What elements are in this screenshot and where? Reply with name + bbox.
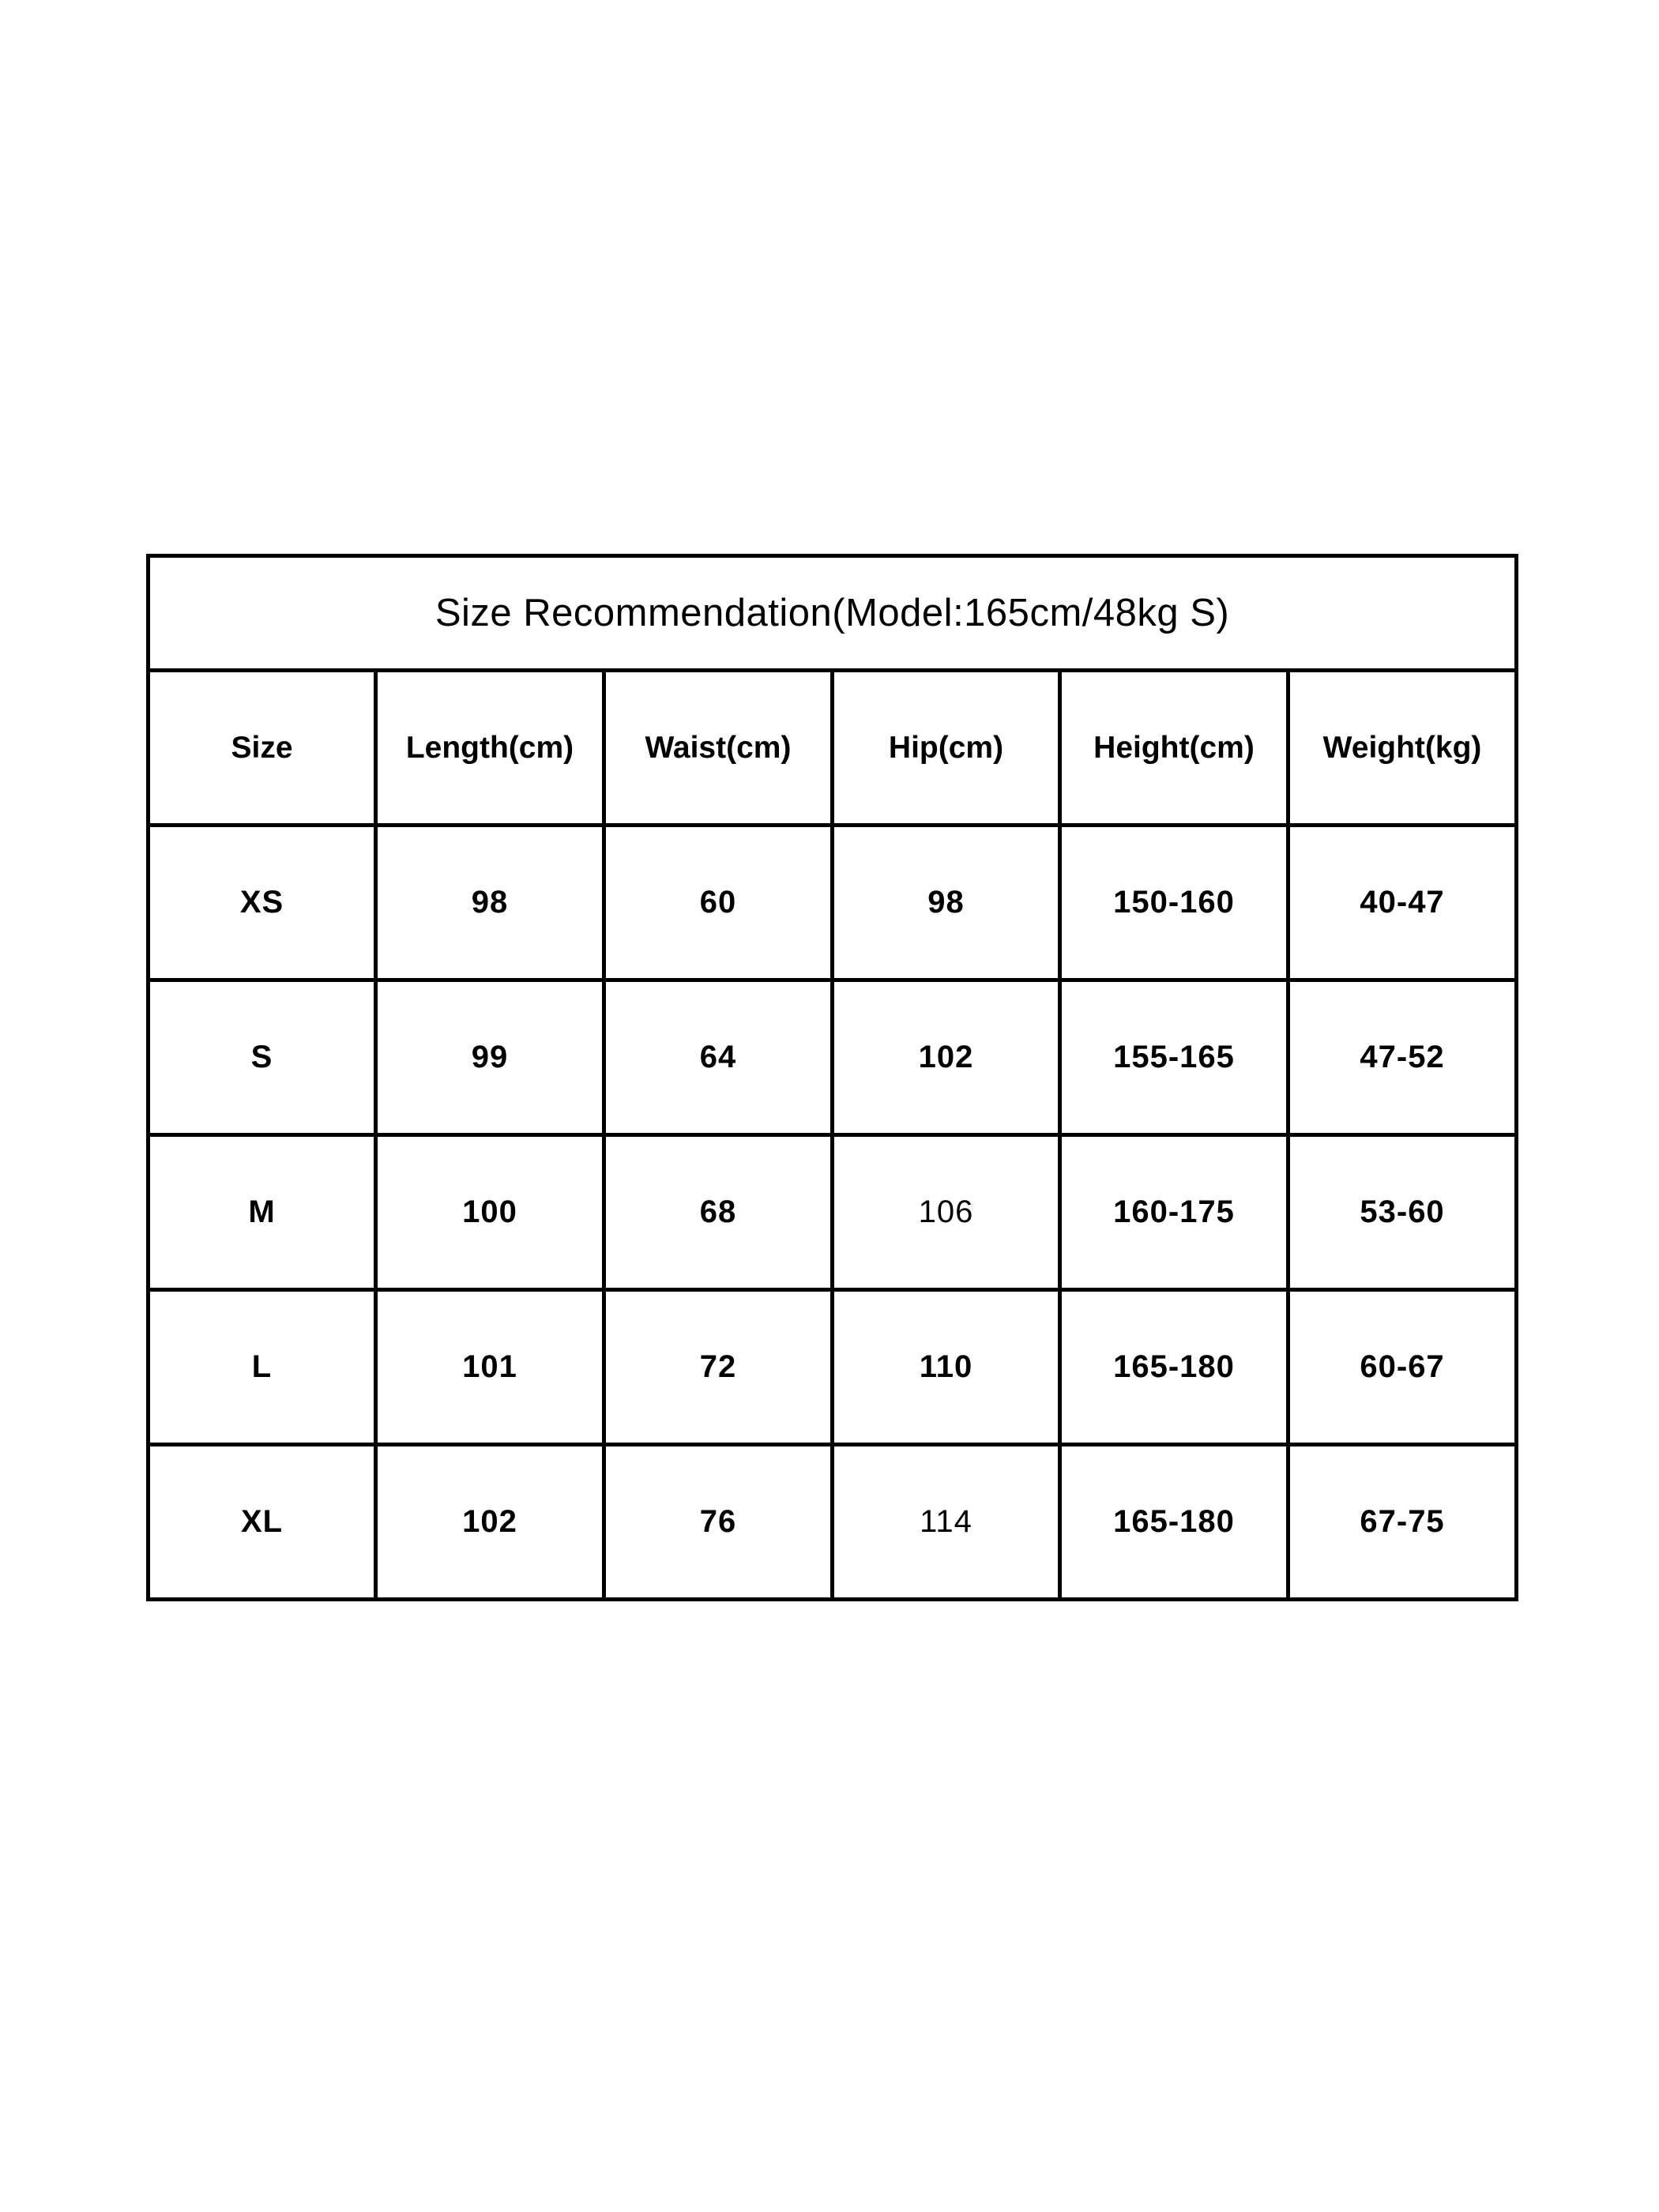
cell-waist: 68 bbox=[604, 1135, 833, 1290]
size-recommendation-table bbox=[146, 554, 1518, 1601]
cell-waist: 72 bbox=[604, 1290, 833, 1445]
cell-weight: 60-67 bbox=[1288, 1290, 1517, 1445]
header-hip: Hip(cm) bbox=[833, 671, 1060, 826]
header-height: Height(cm) bbox=[1060, 671, 1288, 826]
header-length: Length(cm) bbox=[376, 671, 604, 826]
table-title: Size Recommendation(Model:165cm/48kg S) bbox=[149, 556, 1517, 671]
cell-length: 102 bbox=[376, 1445, 604, 1600]
cell-height: 165-180 bbox=[1060, 1290, 1288, 1445]
cell-height: 155-165 bbox=[1060, 980, 1288, 1135]
header-weight: Weight(kg) bbox=[1288, 671, 1517, 826]
cell-length: 99 bbox=[376, 980, 604, 1135]
cell-weight: 40-47 bbox=[1288, 826, 1517, 980]
cell-height: 165-180 bbox=[1060, 1445, 1288, 1600]
cell-weight: 67-75 bbox=[1288, 1445, 1517, 1600]
table-header-row bbox=[149, 671, 1517, 826]
table-row bbox=[149, 980, 1517, 1135]
cell-hip: 114 bbox=[833, 1445, 1060, 1600]
cell-size: L bbox=[149, 1290, 376, 1445]
table-row bbox=[149, 1290, 1517, 1445]
cell-size: XS bbox=[149, 826, 376, 980]
cell-hip: 110 bbox=[833, 1290, 1060, 1445]
cell-waist: 64 bbox=[604, 980, 833, 1135]
cell-hip: 106 bbox=[833, 1135, 1060, 1290]
header-waist: Waist(cm) bbox=[604, 671, 833, 826]
cell-waist: 60 bbox=[604, 826, 833, 980]
cell-hip: 102 bbox=[833, 980, 1060, 1135]
header-size: Size bbox=[149, 671, 376, 826]
cell-weight: 47-52 bbox=[1288, 980, 1517, 1135]
cell-size: S bbox=[149, 980, 376, 1135]
cell-size: XL bbox=[149, 1445, 376, 1600]
table-row bbox=[149, 1445, 1517, 1600]
cell-height: 160-175 bbox=[1060, 1135, 1288, 1290]
cell-length: 100 bbox=[376, 1135, 604, 1290]
cell-hip: 98 bbox=[833, 826, 1060, 980]
table-title-row bbox=[149, 556, 1517, 671]
table-row bbox=[149, 1135, 1517, 1290]
table-row bbox=[149, 826, 1517, 980]
cell-weight: 53-60 bbox=[1288, 1135, 1517, 1290]
cell-size: M bbox=[149, 1135, 376, 1290]
cell-waist: 76 bbox=[604, 1445, 833, 1600]
cell-length: 98 bbox=[376, 826, 604, 980]
cell-height: 150-160 bbox=[1060, 826, 1288, 980]
cell-length: 101 bbox=[376, 1290, 604, 1445]
